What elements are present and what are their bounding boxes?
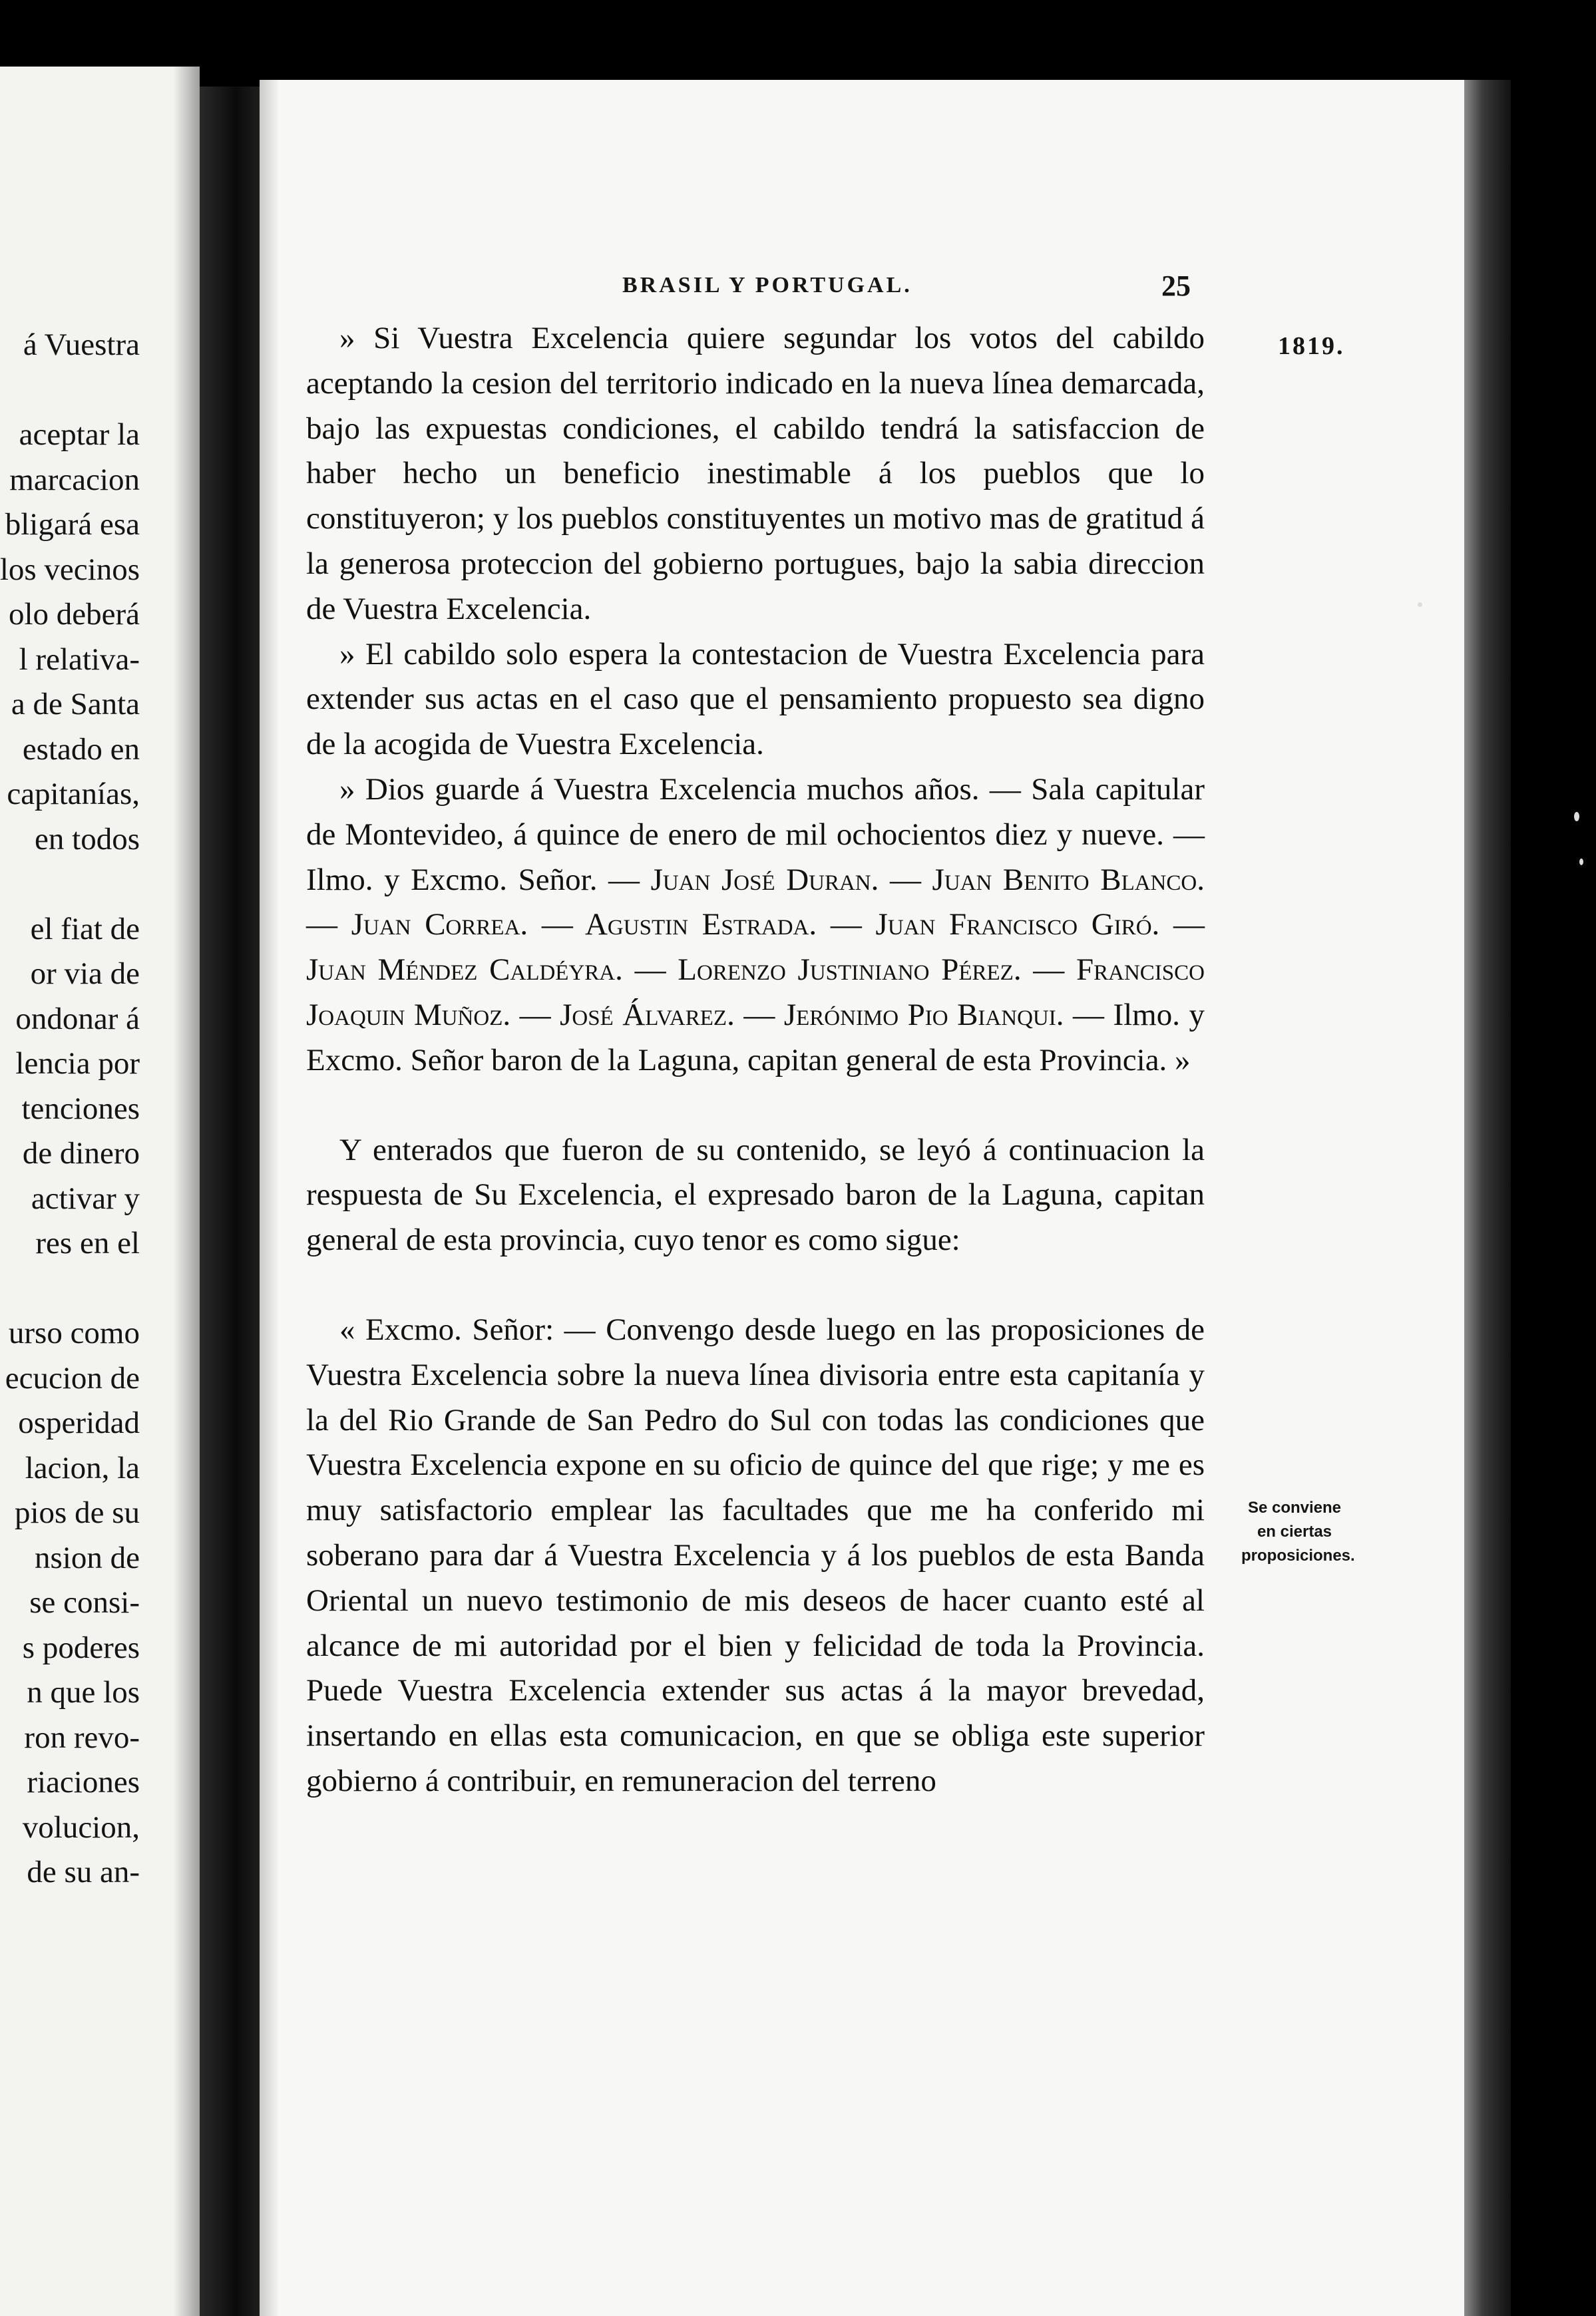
left-page-line: pios de su (15, 1495, 140, 1530)
left-page-line: marcacion (9, 462, 140, 497)
left-page-line: de dinero (22, 1136, 140, 1171)
left-page-line: urso como (8, 1316, 140, 1350)
left-page-line: riaciones (27, 1765, 140, 1800)
left-facing-page (0, 67, 200, 2316)
left-page-line: nsion de (35, 1540, 140, 1575)
running-title: BRASIL Y PORTUGAL. (622, 273, 912, 297)
right-page (260, 80, 1464, 2316)
left-page-line: ron revo- (24, 1720, 140, 1755)
paragraph: » Si Vuestra Excelencia quiere segundar los votos del cabildo aceptando la cesion del territorio indicado en la nueva línea demarcada, bajo las expuestas condiciones, el cabildo tendrá la satisfaccion de haber hecho un beneficio inestimable á los pueblos que lo constituyeron; y los pueblos constituyentes un motivo mas de gratitud á la generosa proteccion del gobierno portugues, bajo la sabia direccion de Vuestra Excelencia. (306, 321, 1205, 626)
paragraph: Y enterados que fueron de su contenido, se leyó á continuacion la respuesta de Su Excelencia, el expresado baron de la Laguna, capitan general de esta provincia, cuyo tenor es como sigue: (306, 1132, 1205, 1258)
left-page-line: ecucion de (5, 1360, 140, 1396)
left-page-line: á Vuestra (23, 327, 140, 362)
scan-speck (1418, 602, 1422, 607)
left-page-line: los vecinos (0, 552, 140, 587)
left-page-line (0, 862, 140, 907)
letter-closing: » Dios guarde á Vuestra Excelencia muchos años. — Sala capitular de Montevideo, á quince de enero de mil ochocientos diez y nueve. — Ilmo. y Excmo. Señor. — (306, 771, 1205, 897)
left-page-line: lacion, la (25, 1450, 140, 1485)
left-page-line: l relativa- (19, 642, 140, 677)
page-number: 25 (1161, 270, 1191, 302)
paragraph: » El cabildo solo espera la contestacion de Vuestra Excelencia para extender sus actas en el caso que el pensamiento propuesto sea digno de la acogida de Vuestra Excelencia. (306, 636, 1205, 762)
paragraph: « Excmo. Señor: — Convengo desde luego en las proposiciones de Vuestra Excelencia sobre la nueva línea divisoria entre esta capitanía y la del Rio Grande de San Pedro do Sul con todas las condiciones que Vuestra Excelencia expone en su oficio de quince del que rige; y me es muy satisfactorio emplear las facultades que me ha conferido mi soberano para dar á Vuestra Excelencia y á los pueblos de esta Banda Oriental un nuevo testimonio de mis deseos de hacer cuanto esté al alcance de mi autoridad por el bien y felicidad de toda la Provincia. Puede Vuestra Excelencia extender sus actas á la mayor brevedad, insertando en ellas esta comunicacion, en que se obliga este superior gobierno á contribuir, en remuneracion del terreno (306, 1312, 1205, 1798)
page-fold-shadow (260, 80, 280, 2316)
running-head (260, 270, 1464, 313)
left-page-line: olo deberá (8, 597, 140, 632)
left-page-line: en todos (35, 821, 140, 857)
left-page-line: osperidad (18, 1406, 140, 1440)
left-page-line: se consi- (29, 1585, 140, 1620)
scan-speck (1574, 812, 1579, 821)
scan-speck (1579, 859, 1583, 865)
gutter-shadow (173, 67, 200, 2316)
page-edges (1464, 80, 1511, 2316)
signatory-names: Juan José Duran. — Juan Benito Blanco. — Juan Correa. — Agustin Estrada. — Juan Francisco Giró. — Juan Méndez Caldéyra. — Lorenzo Justiniano Pérez. — Francisco Joaquin Muñoz. — José Álvarez. — Jerónimo Pio Bianqui. (306, 862, 1205, 1032)
left-page-line (0, 368, 140, 413)
paragraph-signatures (306, 767, 1205, 1083)
left-page-line: n que los (27, 1675, 140, 1710)
left-page-line: de su an- (27, 1855, 140, 1889)
margin-note: Se conviene en ciertas proposiciones. (1241, 1499, 1355, 1565)
left-page-line: tenciones (21, 1091, 140, 1126)
left-page-line: s poderes (22, 1630, 140, 1665)
left-page-line: capitanías, (7, 777, 140, 811)
book-binding (200, 87, 260, 2316)
left-page-line: lencia por (15, 1046, 140, 1081)
left-page-line: activar y (31, 1181, 140, 1216)
left-page-line (0, 1266, 140, 1312)
left-page-text (0, 323, 140, 1895)
left-page-line: volucion, (22, 1810, 140, 1845)
left-page-line: a de Santa (11, 687, 140, 721)
left-page-line: ondonar á (15, 1001, 140, 1036)
left-page-line: bligará esa (5, 507, 140, 542)
letter-addressee: — Ilmo. y Excmo. Señor baron de la Laguna, capitan general de esta Provincia. » (306, 997, 1205, 1077)
margin-year: 1819. (1278, 332, 1345, 360)
left-page-line: estado en (22, 731, 140, 767)
left-page-line: el fiat de (30, 911, 140, 946)
left-page-line: aceptar la (19, 417, 140, 452)
body-text (306, 316, 1205, 1804)
left-page-line: res en el (35, 1226, 140, 1260)
left-page-line: or via de (30, 956, 140, 991)
